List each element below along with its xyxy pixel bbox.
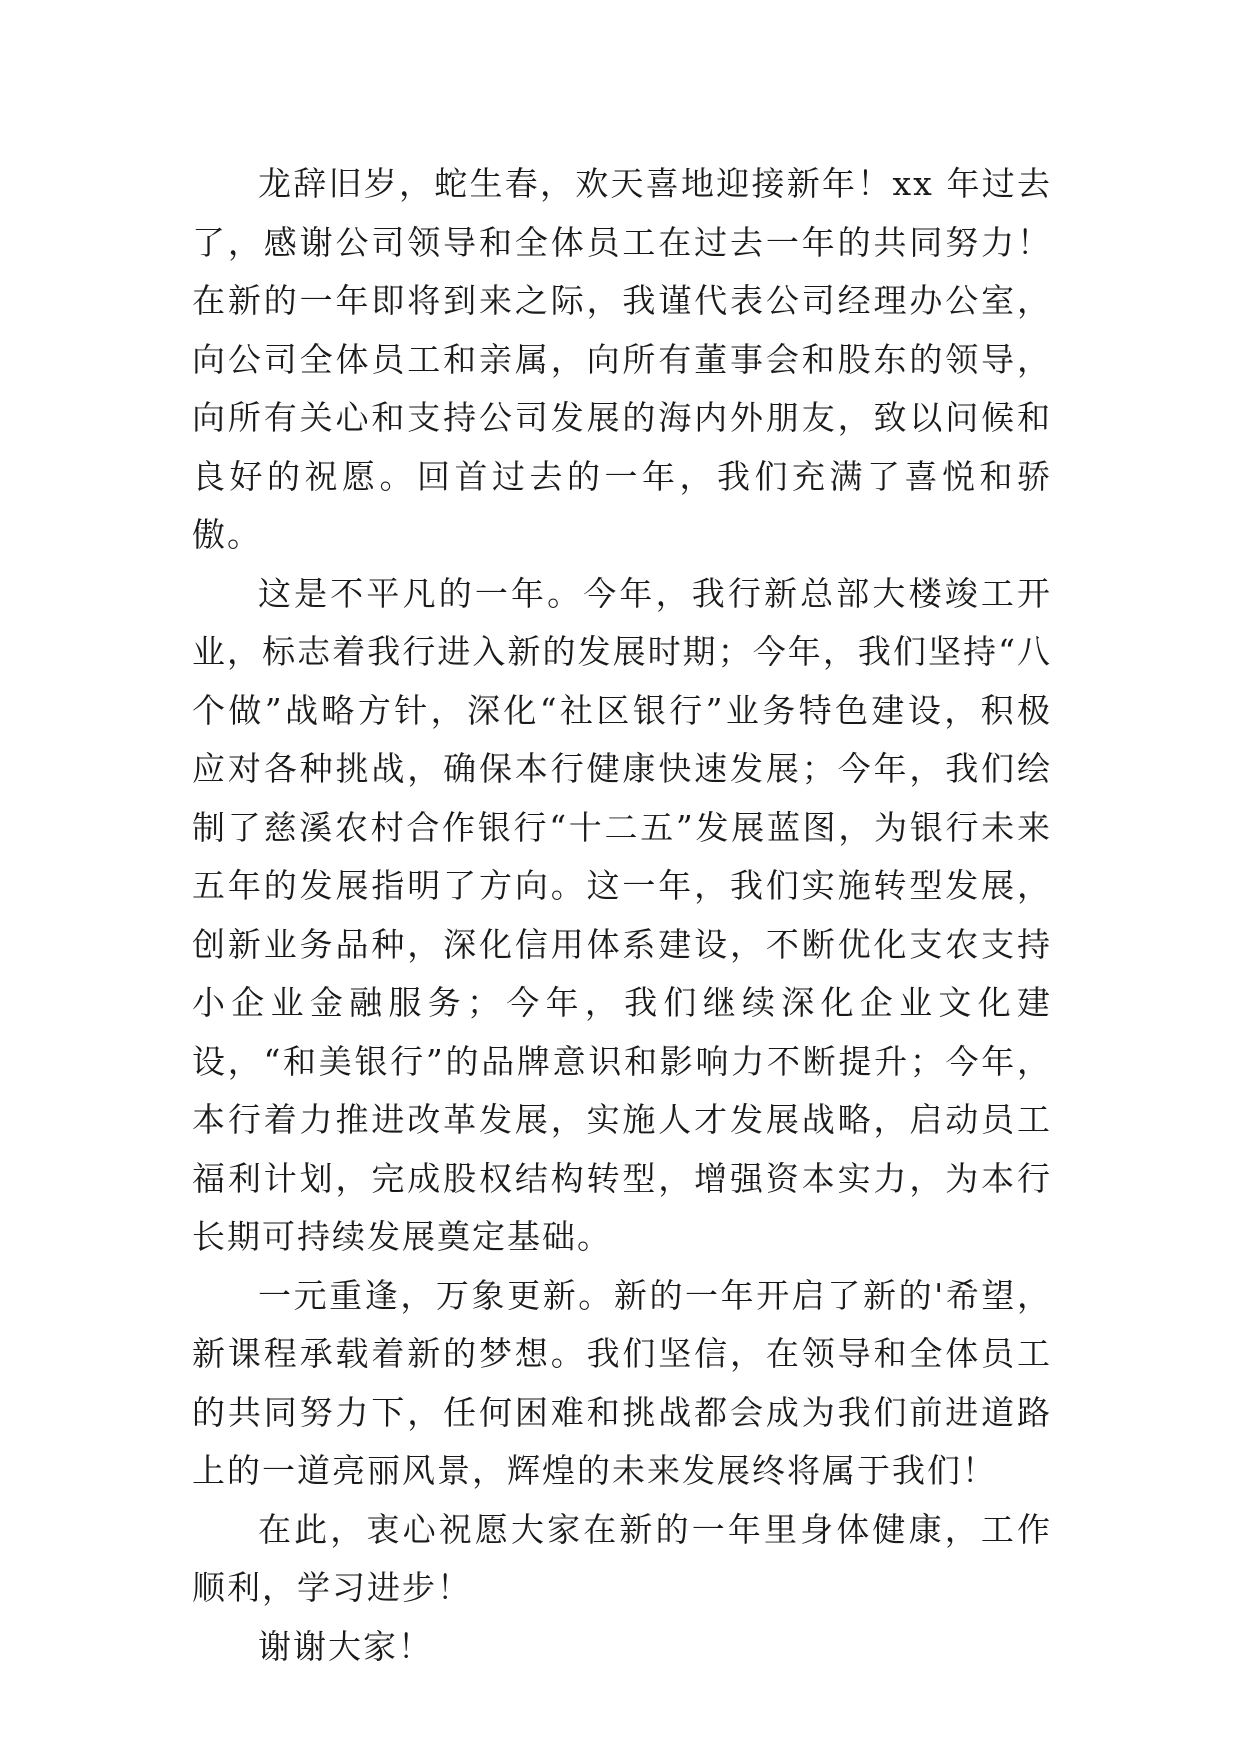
paragraph-thanks: 谢谢大家！ — [258, 1626, 433, 1666]
paragraph-wishes: 在此，衷心祝愿大家在新的一年里身体健康，工作顺利，学习进步！ — [192, 1509, 1052, 1607]
paragraph-outlook: 一元重逢，万象更新。新的一年开启了新的'希望，新课程承载着新的梦想。我们坚信，在领导和全体员工的共同努力下，任何困难和挑战都会成为我们前进道路上的一道亮丽风景，辉煌的未来发展终将属于我们！ — [192, 1275, 1052, 1490]
document-body — [192, 155, 1052, 1676]
paragraph-greeting: 龙辞旧岁，蛇生春，欢天喜地迎接新年！xx 年过去了，感谢公司领导和全体员工在过去一年的共同努力！在新的一年即将到来之际，我谨代表公司经理办公室，向公司全体员工和亲属，向所有董事会和股东的领导，向所有关心和支持公司发展的海内外朋友，致以问候和良好的祝愿。回首过去的一年，我们充满了喜悦和骄傲。 — [192, 164, 1052, 554]
paragraph-review: 这是不平凡的一年。今年，我行新总部大楼竣工开业，标志着我行进入新的发展时期；今年，我们坚持“八个做”战略方针，深化“社区银行”业务特色建设，积极应对各种挑战，确保本行健康快速发展；今年，我们绘制了慈溪农村合作银行“十二五”发展蓝图，为银行未来五年的发展指明了方向。这一年，我们实施转型发展，创新业务品种，深化信用体系建设，不断优化支农支持小企业金融服务；今年，我们继续深化企业文化建设，“和美银行”的品牌意识和影响力不断提升；今年，本行着力推进改革发展，实施人才发展战略，启动员工福利计划，完成股权结构转型，增强资本实力，为本行长期可持续发展奠定基础。 — [192, 573, 1052, 1256]
